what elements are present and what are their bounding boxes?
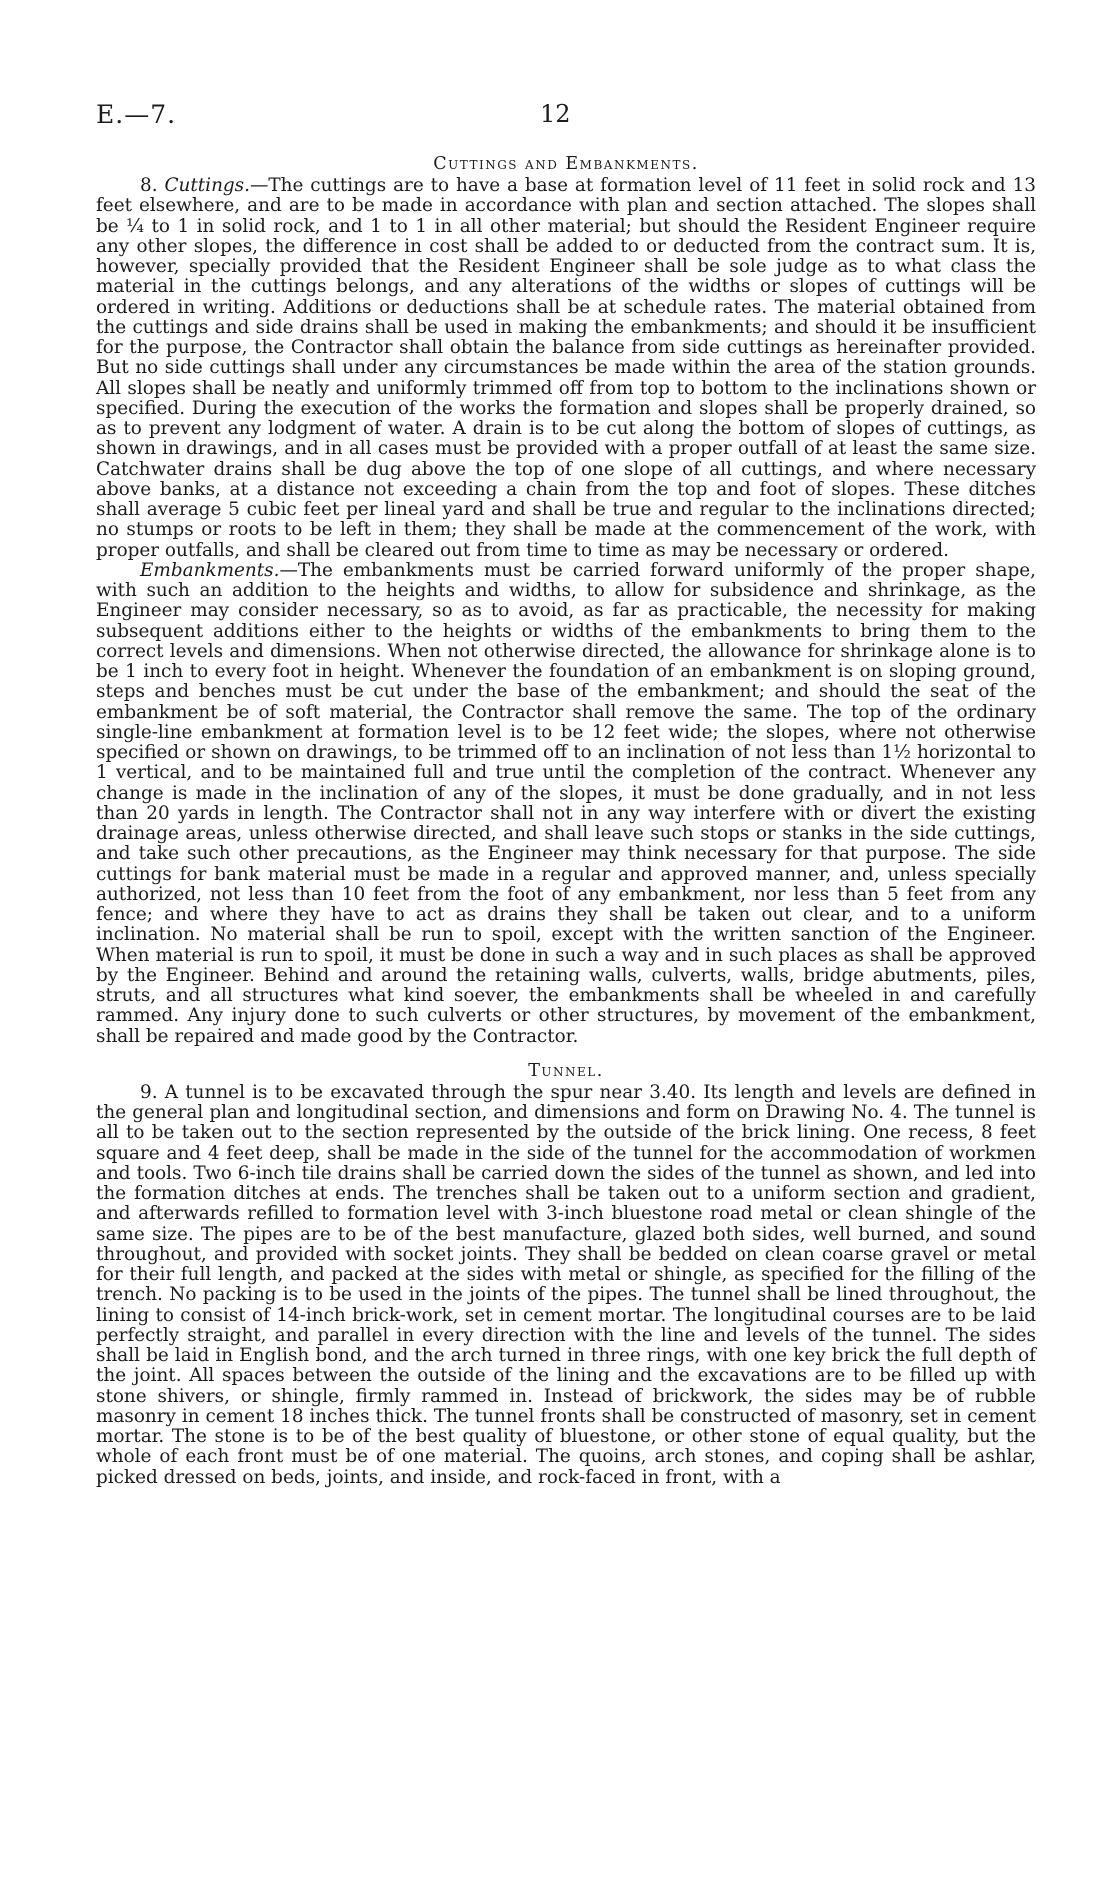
- running-header: [96, 100, 1036, 144]
- paragraph-lead-embankments: Embankments.: [140, 559, 280, 581]
- paragraph-embankments: [96, 561, 1036, 1047]
- document-page: [96, 100, 1036, 1488]
- document-reference: E.—7.: [96, 100, 177, 129]
- section-heading-tunnel: Tunnel.: [528, 1060, 604, 1081]
- section-heading-cuttings: Cuttings and Embankments.: [433, 154, 699, 174]
- paragraph-tunnel: 9. A tunnel is to be excavated through the spur near 3.40. Its length and levels are defined in the general plan and longitudinal section, and dimensions and form on Drawing No. 4. The tunnel is all to be taken out to the section represented by the outside of the brick lining. One recess, 8 feet square and 4 feet deep, shall be made in the side of the tunnel for the accommodation of workmen and tools. Two 6-inch tile drains shall be carried down the sides of the tunnel as shown, and led into the formation ditches at ends. The trenches shall be taken out to a uniform section and gradient, and afterwards refilled to formation level with 3-inch bluestone road metal or clean shingle of the same size. The pipes are to be of the best manufacture, glazed both sides, well burned, and sound throughout, and provided with socket joints. They shall be bedded on clean coarse gravel or metal for their full length, and packed at the sides with metal or shingle, as specified for the filling of the trench. No packing is to be used in the joints of the pipes. The tunnel shall be lined throughout, the lining to consist of 14-inch brick-work, set in cement mortar. The longitudinal courses are to be laid perfectly straight, and parallel in every direction with the line and levels of the tunnel. The sides shall be laid in English bond, and the arch turned in three rings, with one key brick the full depth of the joint. All spaces between the outside of the lining and the excavations are to be filled up with stone shivers, or shingle, firmly rammed in. Instead of brickwork, the sides may be of rubble masonry in cement 18 inches thick. The tunnel fronts shall be constructed of masonry, set in cement mortar. The stone is to be of the best quality of bluestone, or other stone of equal quality, but the whole of each front must be of one material. The quoins, arch stones, and coping shall be ashlar, picked dressed on beds, joints, and inside, and rock-faced in front, with a: [96, 1081, 1036, 1488]
- paragraph-text-cuttings: —The cuttings are to have a base at formation level of 11 feet in solid rock and 13 feet elsewhere, and are to be made in accordance with plan and section attached. The slopes shall be ¼ to 1 in solid rock, and 1 to 1 in all other material; but should the Resident Engineer require any other slopes, the difference in cost shall be added to or deducted from the contract sum. It is, however, specially provided that the Resident Engineer shall be sole judge as to what class the material in the cuttings belongs, and any alterations of the widths or slopes of cuttings will be ordered in writing. Additions or deductions shall be at schedule rates. The material obtained from the cuttings and side drains shall be used in making the embankments; and should it be insufficient for the purpose, the Contractor shall obtain the balance from side cuttings as hereinafter provided. But no side cuttings shall under any circumstances be made within the area of the station grounds. All slopes shall be neatly and uniformly trimmed off from top to bottom to the inclinations shown or specified. During the execution of the works the formation and slopes shall be properly drained, so as to prevent any lodgment of water. A drain is to be cut along the bottom of slopes of cuttings, as shown in drawings, and in all cases must be provided with a proper outfall of at least the same size. Catchwater drains shall be dug above the top of one slope of all cuttings, and where necessary above banks, at a distance not exceeding a chain from the top and foot of slopes. These ditches shall average 5 cubic feet per lineal yard and shall be true and regular to the inclinations directed; no stumps or roots to be left in them; they shall be made at the commencement of the work, with proper outfalls, and shall be cleared out from time to time as may be necessary or ordered.: [96, 175, 1036, 561]
- paragraph-text-embankments: —The embankments must be carried forward uniformly of the proper shape, with such an addition to the heights and widths, to allow for subsidence and shrinkage, as the Engineer may consider necessary, so as to avoid, as far as practicable, the necessity for making subsequent additions either to the heights or widths of the embankments to bring them to the correct levels and dimensions. When not otherwise directed, the allowance for shrinkage alone is to be 1 inch to every foot in height. Whenever the foundation of an embankment is on sloping ground, steps and benches must be cut under the base of the embankment; and should the seat of the embankment be of soft material, the Contractor shall remove the same. The top of the ordinary single-line embankment at formation level is to be 12 feet wide; the slopes, where not otherwise specified or shown on drawings, to be trimmed off to an inclination of not less than 1½ horizontal to 1 vertical, and to be maintained full and true until the completion of the contract. Whenever any change is made in the inclination of any of the slopes, it must be done gradually, and in not less than 20 yards in length. The Contractor shall not in any way interfere with or divert the existing drainage areas, unless otherwise directed, and shall leave such stops or stanks in the side cuttings, and take such other precautions, as the Engineer may think necessary for that purpose. The side cuttings for bank material must be made in a regular and approved manner, and, unless specially authorized, not less than 10 feet from the foot of any embankment, nor less than 5 feet from any fence; and where they have to act as drains they shall be taken out clear, and to a uniform inclination. No material shall be run to spoil, except with the written sanction of the Engineer. When material is run to spoil, it must be done in such a way and in such places as shall be approved by the Engineer. Behind and around the retaining walls, culverts, walls, bridge abutments, piles, struts, and all structures what kind soever, the embankments shall be wheeled in and carefully rammed. Any injury done to such culverts or other structures, by movement of the embankment, shall be repaired and made good by the Contractor.: [96, 559, 1036, 1047]
- paragraph-number: 8.: [140, 175, 158, 196]
- paragraph-lead-cuttings: Cuttings.: [164, 175, 250, 196]
- paragraph-cuttings: [96, 176, 1036, 561]
- page-number: 12: [540, 100, 571, 128]
